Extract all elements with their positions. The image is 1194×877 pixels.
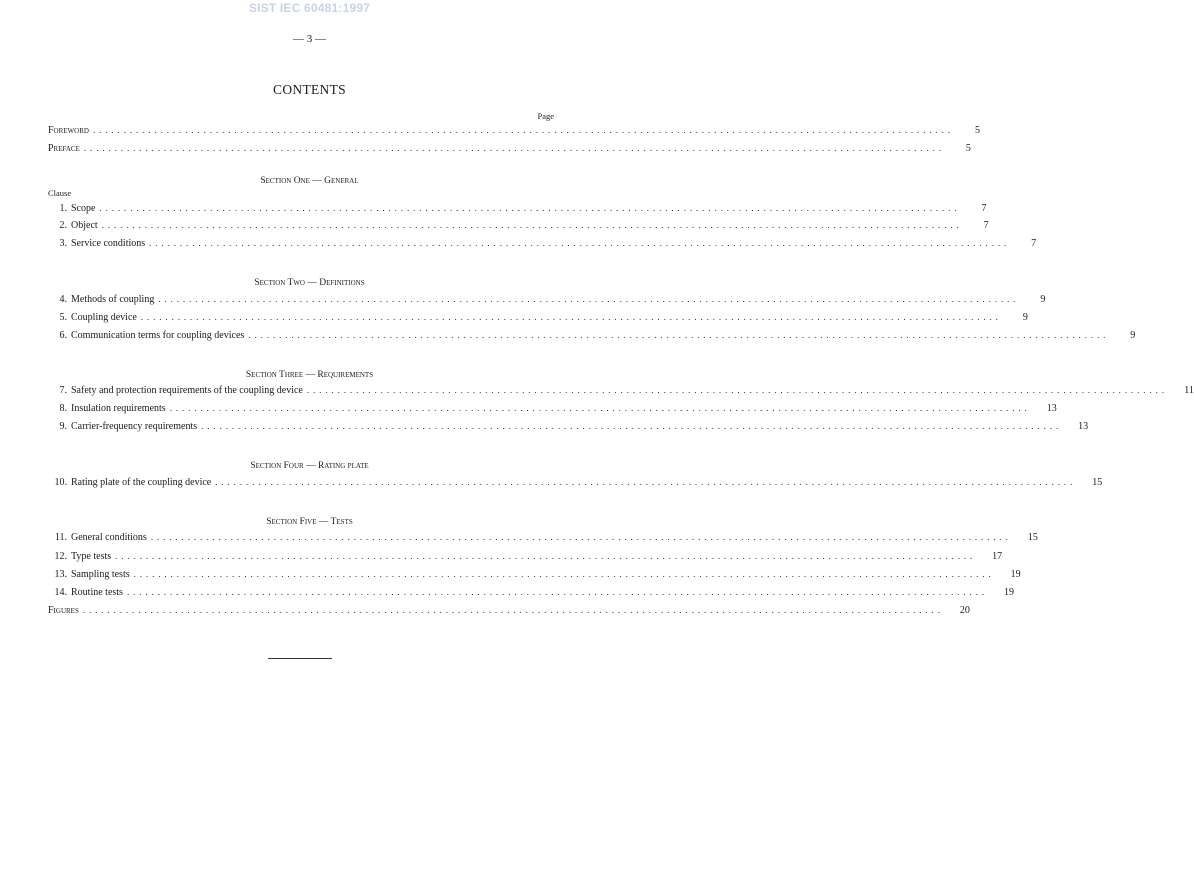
toc-entry-page: 9 <box>1022 312 1028 323</box>
section-heading-rating-plate: Section Four — Rating plate <box>250 461 369 471</box>
leader-dots: ............................................................................................................................................ <box>101 220 963 230</box>
leader-dots: ............................................................................................................................................ <box>126 587 988 597</box>
toc-entry-number: 10. <box>54 477 67 488</box>
toc-entry-clause-10[interactable] <box>48 477 1103 491</box>
leader-dots: ............................................................................................................................................ <box>169 403 1031 413</box>
leader-dots: ............................................................................................................................................ <box>140 312 1002 322</box>
toc-entry-label: Safety and protection requirements of the coupling device <box>71 385 303 396</box>
toc-entry-page: 13 <box>1046 403 1057 414</box>
toc-entry-number: 6. <box>59 330 67 341</box>
toc-entry-label: Foreword <box>48 125 89 136</box>
toc-entry-clause-5[interactable] <box>48 312 1028 326</box>
toc-entry-page: 7 <box>983 220 989 231</box>
toc-entry-clause-3[interactable] <box>48 238 1037 252</box>
toc-entry-label: Insulation requirements <box>71 403 166 414</box>
toc-entry-label: Communication terms for coupling devices <box>71 330 245 341</box>
leader-dots: ............................................................................................................................................ <box>83 143 945 153</box>
leader-dots: ............................................................................................................................................ <box>201 421 1063 431</box>
toc-entry-clause-11[interactable] <box>48 532 1038 546</box>
toc-entry-page: 5 <box>965 143 971 154</box>
leader-dots: ............................................................................................................................................ <box>115 551 977 561</box>
toc-entry-number: 9. <box>59 421 67 432</box>
leader-dots: ............................................................................................................................................ <box>82 605 944 615</box>
toc-entry-number: 4. <box>59 294 67 305</box>
leader-dots: ............................................................................................................................................ <box>248 330 1110 340</box>
toc-entry-label: Methods of coupling <box>71 294 155 305</box>
toc-entry-label: Preface <box>48 143 80 154</box>
leader-dots: ............................................................................................................................................ <box>150 532 1012 542</box>
end-rule <box>268 658 332 659</box>
toc-entry-page: 7 <box>1031 238 1037 249</box>
toc-entry-page: 17 <box>992 551 1003 562</box>
toc-entry-clause-6[interactable] <box>48 330 1136 344</box>
section-heading-definitions: Section Two — Definitions <box>254 278 365 288</box>
toc-entry-number: 13. <box>54 569 67 580</box>
section-heading-requirements: Section Three — Requirements <box>245 370 374 380</box>
toc-entry-page: 9 <box>1040 294 1046 305</box>
watermark: SIST IEC 60481:1997 <box>248 1 371 15</box>
toc-entry-figures[interactable] <box>48 605 970 619</box>
toc-entry-page: 20 <box>959 605 970 616</box>
toc-entry-page: 15 <box>1092 477 1103 488</box>
toc-entry-clause-4[interactable] <box>48 294 1046 308</box>
toc-entry-clause-14[interactable] <box>48 587 1014 601</box>
toc-entry-page: 5 <box>974 125 980 136</box>
leader-dots: ............................................................................................................................................ <box>306 385 1168 395</box>
page-title: CONTENTS <box>273 82 346 97</box>
toc-entry-page: 19 <box>1010 569 1021 580</box>
leader-dots: ............................................................................................................................................ <box>99 203 961 213</box>
toc-entry-page: 7 <box>981 203 987 214</box>
toc-entry-label: Routine tests <box>71 587 123 598</box>
toc-entry-page: 13 <box>1078 421 1089 432</box>
leader-dots: ............................................................................................................................................ <box>149 238 1011 248</box>
leader-dots: ............................................................................................................................................ <box>133 569 995 579</box>
toc-entry-label: Figures <box>48 605 79 616</box>
page-column-label: Page <box>537 111 554 121</box>
toc-entry-clause-7[interactable] <box>48 385 1194 399</box>
toc-entry-clause-8[interactable] <box>48 403 1057 417</box>
toc-entry-clause-9[interactable] <box>48 421 1089 435</box>
toc-entry-number: 2. <box>59 220 67 231</box>
toc-entry-foreword[interactable] <box>48 125 980 139</box>
section-heading-general: Section One — General <box>260 176 359 186</box>
leader-dots: ............................................................................................................................................ <box>158 294 1020 304</box>
toc-entry-number: 11. <box>54 532 67 543</box>
leader-dots: ............................................................................................................................................ <box>215 477 1077 487</box>
toc-entry-label: General conditions <box>71 532 147 543</box>
toc-entry-preface[interactable] <box>48 143 971 157</box>
toc-entry-page: 19 <box>1003 587 1014 598</box>
section-heading-tests: Section Five — Tests <box>266 517 353 527</box>
toc-entry-page: 15 <box>1027 532 1038 543</box>
toc-entry-clause-1[interactable] <box>48 203 987 217</box>
clause-column-label: Clause <box>48 188 72 198</box>
toc-entry-clause-2[interactable] <box>48 220 989 234</box>
toc-entry-number: 1. <box>59 203 67 214</box>
toc-entry-number: 8. <box>59 403 67 414</box>
toc-entry-number: 14. <box>54 587 67 598</box>
toc-entry-page: 11 <box>1184 385 1194 396</box>
toc-entry-label: Service conditions <box>71 238 146 249</box>
toc-entry-number: 7. <box>59 385 67 396</box>
toc-entry-label: Sampling tests <box>71 569 130 580</box>
toc-entry-label: Carrier-frequency requirements <box>71 421 198 432</box>
page-number: — 3 — <box>293 33 326 45</box>
toc-entry-label: Object <box>71 220 98 231</box>
toc-entry-label: Rating plate of the coupling device <box>71 477 212 488</box>
toc-entry-label: Type tests <box>71 551 112 562</box>
toc-entry-number: 5. <box>59 312 67 323</box>
toc-entry-number: 3. <box>59 238 67 249</box>
toc-entry-number: 12. <box>54 551 67 562</box>
toc-entry-clause-13[interactable] <box>48 569 1021 583</box>
toc-entry-label: Coupling device <box>71 312 137 323</box>
toc-entry-page: 9 <box>1130 330 1136 341</box>
toc-entry-clause-12[interactable] <box>48 551 1003 565</box>
leader-dots: ............................................................................................................................................ <box>92 125 954 135</box>
toc-entry-label: Scope <box>71 203 96 214</box>
